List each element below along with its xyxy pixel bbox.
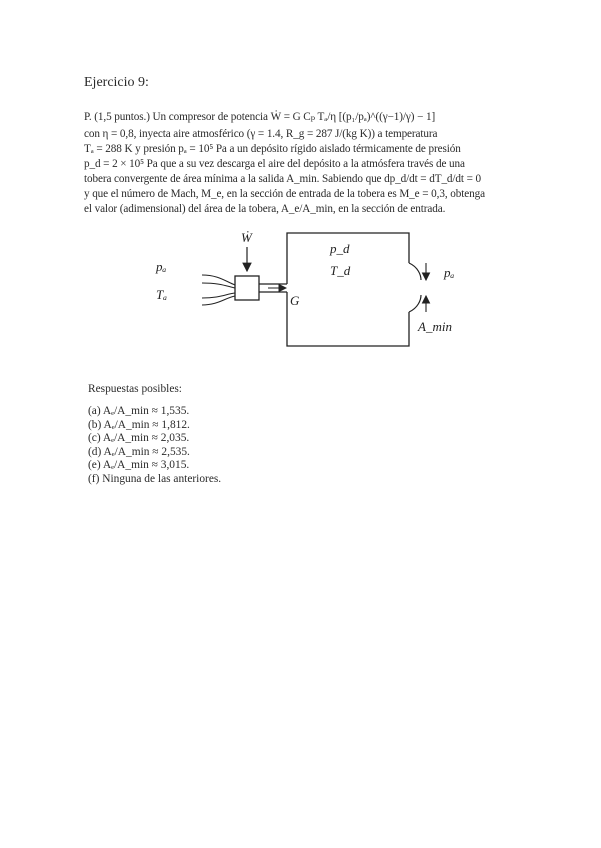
answer-option-d: (d) Aₑ/A_min ≈ 2,535. bbox=[88, 445, 190, 458]
inlet-streamline bbox=[202, 296, 235, 305]
statement-line: Tₐ = 288 K y presión pₐ = 10⁵ Pa a un depósito rígido aislado térmicamente de presión bbox=[84, 143, 461, 155]
compressor-box bbox=[235, 276, 259, 300]
statement-line: el valor (adimensional) del área de la tobera, A_e/A_min, en la sección de entrada. bbox=[84, 203, 446, 215]
nozzle-wall bbox=[409, 295, 421, 312]
statement-line: tobera convergente de área mínima a la salida A_min. Sabiendo que dp_d/dt = dT_d/dt = 0 bbox=[84, 173, 482, 185]
answer-option-a: (a) Aₑ/A_min ≈ 1,535. bbox=[88, 405, 190, 417]
statement-line: y que el número de Mach, M_e, en la sección de entrada de la tobera es M_e = 0,3, obtenga bbox=[84, 188, 485, 200]
answers-heading: Respuestas posibles: bbox=[88, 383, 182, 395]
mass-flow-label: G bbox=[290, 293, 300, 308]
statement-line: con η = 0,8, inyecta aire atmosférico (γ = 1.4, R_g = 287 J/(kg K)) a temperatura bbox=[84, 128, 438, 140]
statement-line: p_d = 2 × 10⁵ Pa que a su vez descarga el aire del depósito a la atmósfera través de una bbox=[84, 158, 465, 170]
answer-option-e: (e) Aₑ/A_min ≈ 3,015. bbox=[88, 459, 190, 472]
tank-temperature-label: T_d bbox=[330, 263, 351, 278]
answer-option-c: (c) Aₑ/A_min ≈ 2,035. bbox=[88, 432, 190, 445]
statement-line: P. (1,5 puntos.) Un compresor de potencia Ẇ = G Cₚ Tₐ/η [(p₁/pₐ)^((γ−1)/γ) − 1] bbox=[84, 111, 436, 123]
answer-option-b: (b) Aₑ/A_min ≈ 1,812. bbox=[88, 418, 190, 431]
nozzle-wall bbox=[409, 263, 421, 280]
inlet-temperature-label: Tₐ bbox=[156, 287, 168, 302]
outlet-pressure-label: pₐ bbox=[444, 265, 455, 280]
answer-option-f: (f) Ninguna de las anteriores. bbox=[88, 472, 222, 485]
inlet-pressure-label: pₐ bbox=[156, 259, 167, 274]
tank-wall bbox=[287, 292, 409, 346]
nozzle-area-label: A_min bbox=[418, 319, 452, 334]
inlet-streamline bbox=[202, 283, 235, 288]
power-label: Ẇ bbox=[241, 230, 252, 245]
tank-pressure-label: p_d bbox=[330, 241, 350, 256]
compressor-tank-diagram bbox=[140, 225, 480, 365]
exercise-title: Ejercicio 9: bbox=[84, 75, 149, 90]
answer-options bbox=[88, 383, 221, 487]
